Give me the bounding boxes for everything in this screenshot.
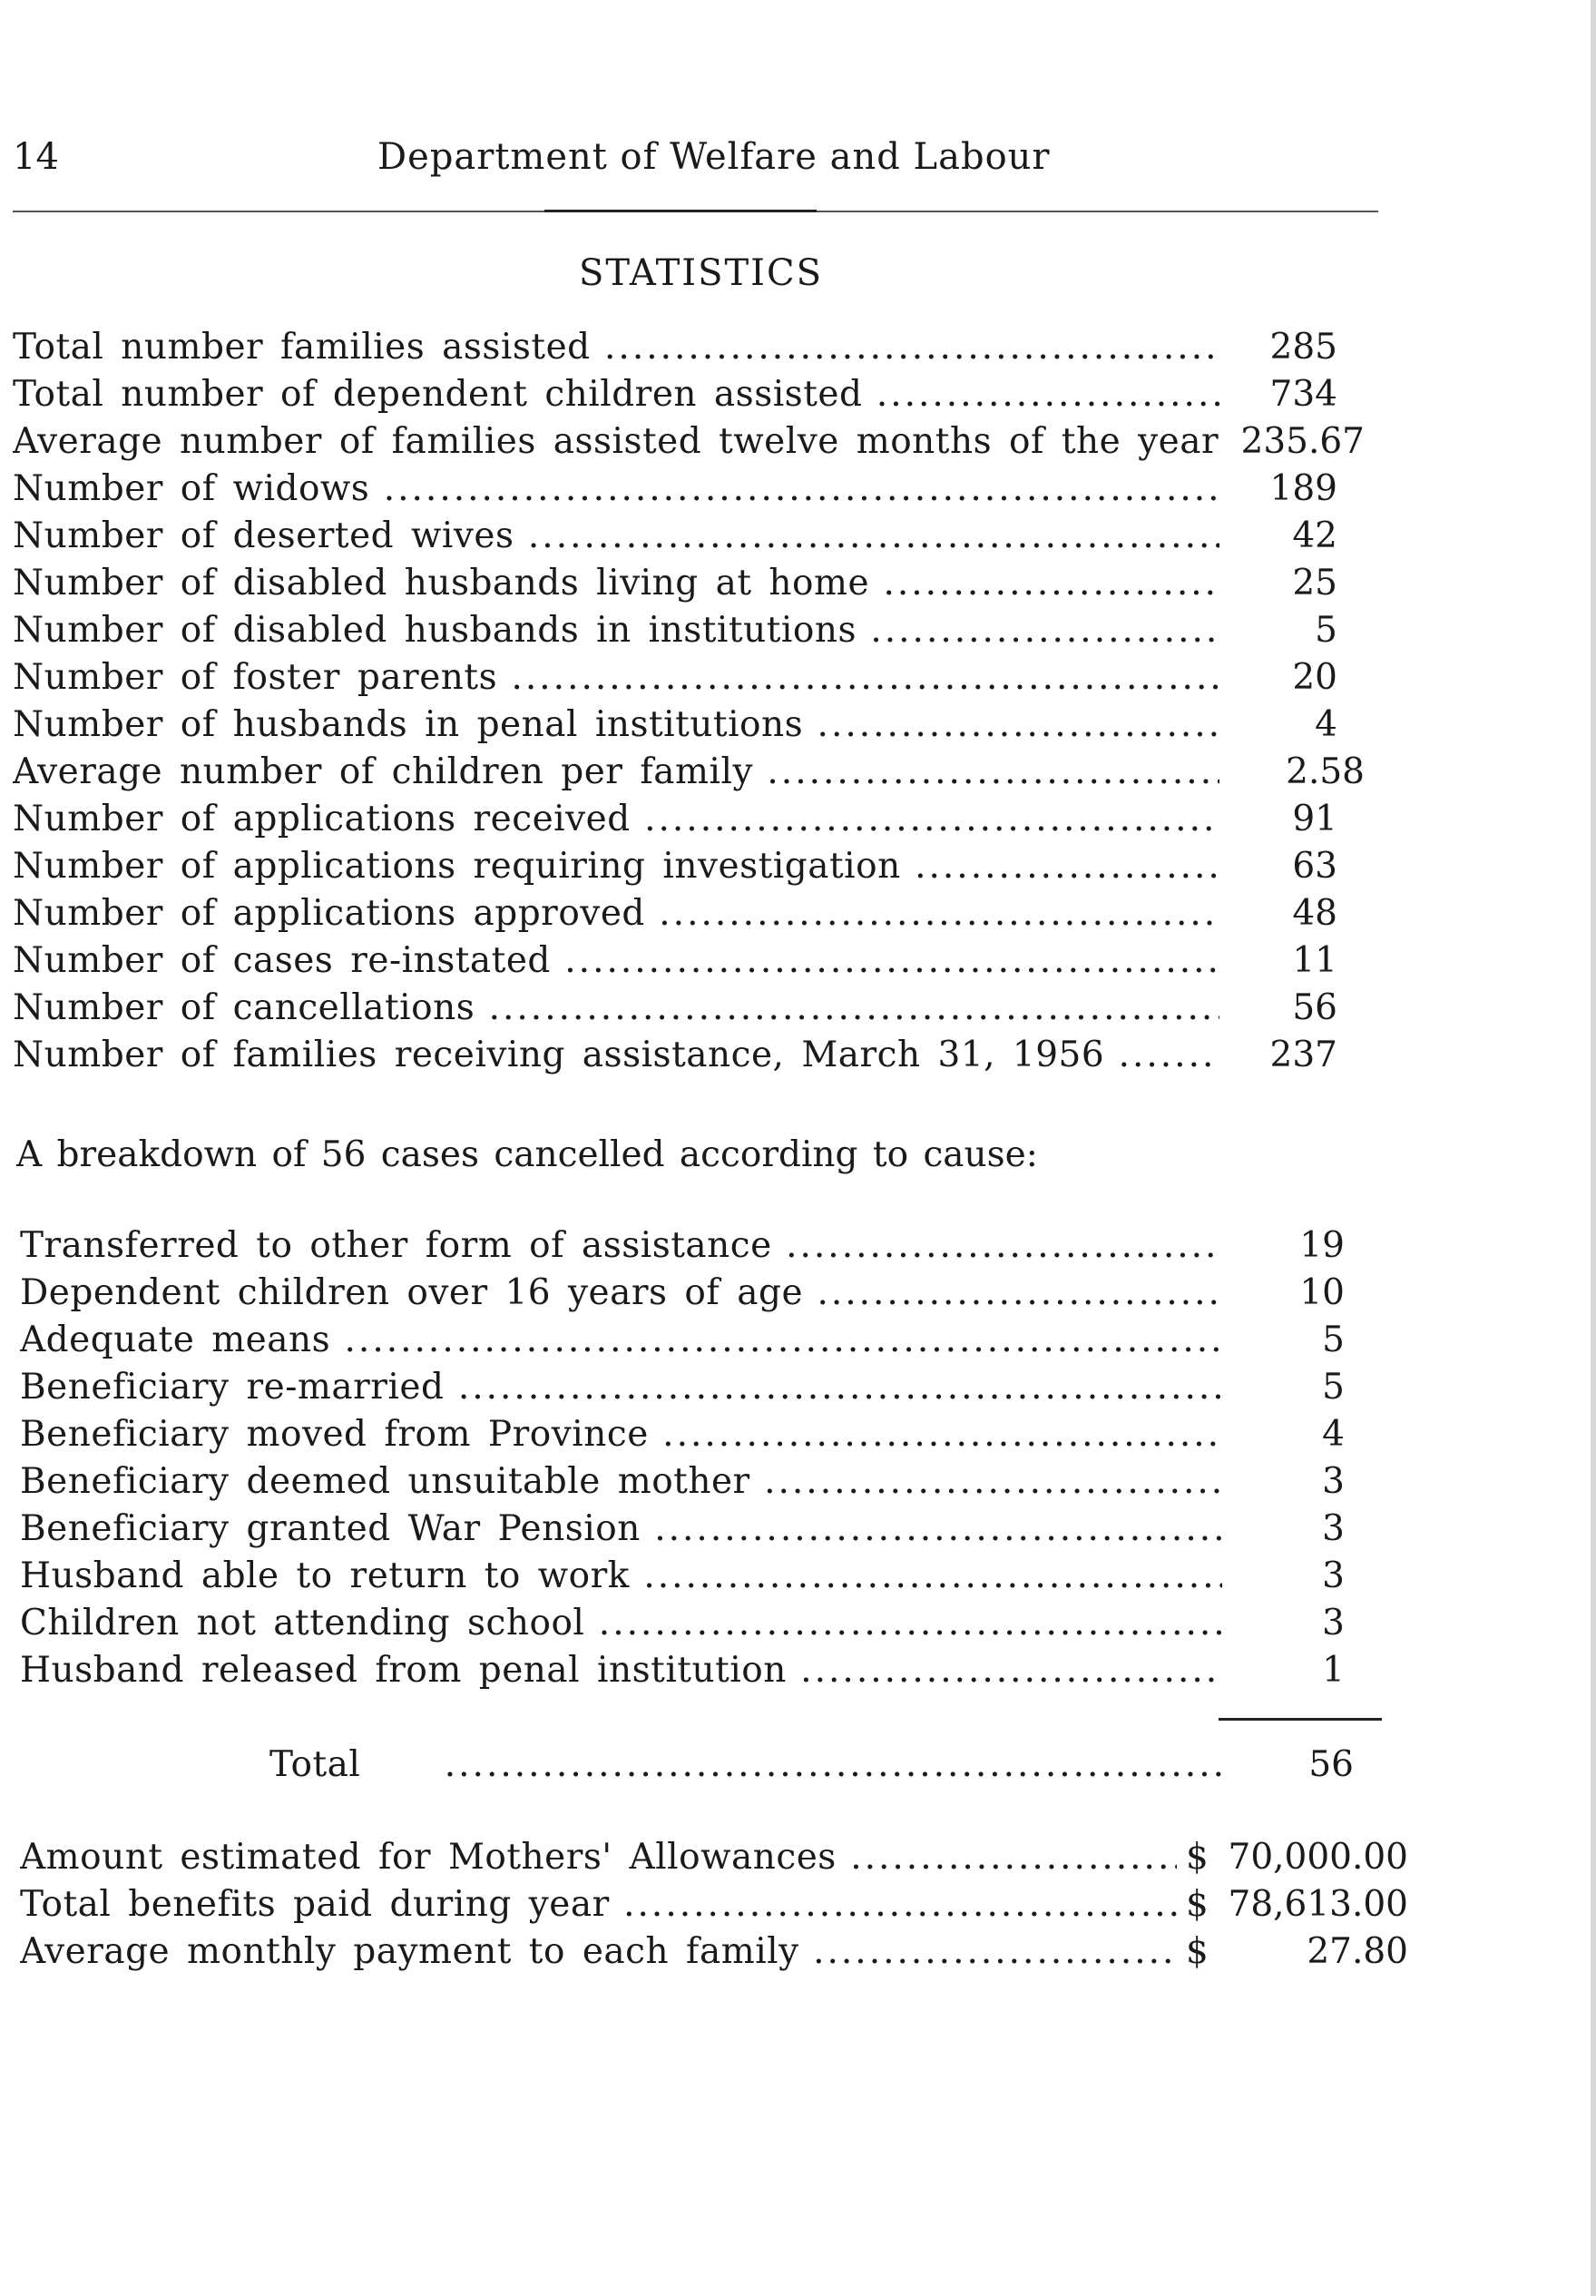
breakdown-intro: A breakdown of 56 cases cancelled according to cause: xyxy=(16,1134,1038,1175)
stat-label: Number of disabled husbands in institutions ..... xyxy=(13,610,1219,651)
stat-row xyxy=(13,515,1401,563)
financial-value: 78,613.00 xyxy=(1228,1884,1408,1925)
total-label: Total ..... xyxy=(269,1744,1222,1785)
total-row xyxy=(20,1744,1408,1791)
currency-symbol: $ xyxy=(1186,1884,1209,1925)
cancellation-causes-list xyxy=(20,1225,1408,1697)
stat-row xyxy=(13,940,1401,987)
stat-value: 20 xyxy=(1292,657,1337,698)
stat-value: 63 xyxy=(1292,846,1337,887)
stat-row xyxy=(13,610,1401,657)
stat-value: 285 xyxy=(1269,327,1337,368)
cause-label: Beneficiary deemed unsuitable mother ..... xyxy=(20,1461,1222,1502)
stat-value: 91 xyxy=(1292,799,1337,839)
cause-row xyxy=(20,1650,1408,1697)
header-rule-accent xyxy=(544,210,817,212)
stat-value: 5 xyxy=(1315,610,1337,651)
stat-label: Number of deserted wives ..... xyxy=(13,515,1219,556)
cause-value: 3 xyxy=(1322,1603,1345,1644)
stat-label: Number of cancellations ..... xyxy=(13,987,1219,1028)
page-edge-shadow xyxy=(1591,0,1596,2296)
total-rule xyxy=(1219,1718,1382,1721)
stat-label: Average number of families assisted twelve months of the year ..... xyxy=(13,421,1219,462)
currency-symbol: $ xyxy=(1186,1837,1209,1878)
stat-row xyxy=(13,1035,1401,1082)
stat-value: 189 xyxy=(1269,468,1337,509)
running-header xyxy=(13,136,1383,191)
cause-value: 3 xyxy=(1322,1555,1345,1596)
cause-row xyxy=(20,1367,1408,1414)
stat-value: 237 xyxy=(1269,1035,1337,1075)
stat-value: 235.67 xyxy=(1240,421,1365,462)
stat-label: Number of cases re-instated ..... xyxy=(13,940,1219,981)
stat-label: Number of husbands in penal institutions ..... xyxy=(13,704,1219,745)
stat-row xyxy=(13,799,1401,846)
cause-row xyxy=(20,1555,1408,1603)
financial-row xyxy=(20,1884,1408,1931)
stat-value: 4 xyxy=(1315,704,1337,745)
stat-row xyxy=(13,846,1401,893)
financial-value: 70,000.00 xyxy=(1228,1837,1408,1878)
stat-label: Number of families receiving assistance, March 31, 1956 ..... xyxy=(13,1035,1219,1075)
financial-label: Amount estimated for Mothers' Allowances ..... xyxy=(20,1837,1177,1878)
stat-value: 11 xyxy=(1292,940,1337,981)
cause-label: Beneficiary moved from Province ..... xyxy=(20,1414,1222,1455)
stat-label: Number of widows ..... xyxy=(13,468,1219,509)
stat-value: 25 xyxy=(1292,563,1337,603)
stat-value: 734 xyxy=(1269,374,1337,415)
cause-row xyxy=(20,1272,1408,1320)
total-value: 56 xyxy=(1308,1744,1354,1785)
stat-label: Number of applications received ..... xyxy=(13,799,1219,839)
cause-label: Husband released from penal institution ..... xyxy=(20,1650,1222,1691)
currency-symbol: $ xyxy=(1186,1931,1209,1972)
stat-row xyxy=(13,563,1401,610)
department-title: Department of Welfare and Labour xyxy=(377,136,1051,178)
stat-row xyxy=(13,421,1401,468)
stat-label: Total number families assisted ..... xyxy=(13,327,1219,368)
cause-value: 5 xyxy=(1322,1367,1345,1408)
cause-value: 19 xyxy=(1299,1225,1345,1266)
stat-row xyxy=(13,327,1401,374)
cause-label: Dependent children over 16 years of age ..... xyxy=(20,1272,1222,1313)
cause-row xyxy=(20,1461,1408,1508)
cause-label: Adequate means ..... xyxy=(20,1320,1222,1360)
stat-row xyxy=(13,657,1401,704)
section-title: STATISTICS xyxy=(579,252,823,294)
stat-label: Total number of dependent children assisted ..... xyxy=(13,374,1219,415)
stat-row xyxy=(13,704,1401,751)
cause-label: Beneficiary granted War Pension ..... xyxy=(20,1508,1222,1549)
stat-row xyxy=(13,468,1401,515)
stat-label: Number of applications approved ..... xyxy=(13,893,1219,934)
cause-value: 1 xyxy=(1322,1650,1345,1691)
cause-value: 3 xyxy=(1322,1461,1345,1502)
stat-value: 48 xyxy=(1292,893,1337,934)
financial-label: Average monthly payment to each family ..... xyxy=(20,1931,1177,1972)
financial-row xyxy=(20,1837,1408,1884)
stat-value: 42 xyxy=(1292,515,1337,556)
stat-row xyxy=(13,987,1401,1035)
stat-value: 56 xyxy=(1292,987,1337,1028)
cause-value: 3 xyxy=(1322,1508,1345,1549)
cause-value: 4 xyxy=(1322,1414,1345,1455)
stat-label: Number of applications requiring investigation ..... xyxy=(13,846,1219,887)
cause-label: Husband able to return to work ..... xyxy=(20,1555,1222,1596)
stat-label: Average number of children per family ..... xyxy=(13,751,1219,792)
financial-row xyxy=(20,1931,1408,1978)
cause-value: 10 xyxy=(1299,1272,1345,1313)
financial-value: 27.80 xyxy=(1307,1931,1408,1972)
stat-row xyxy=(13,893,1401,940)
cause-row xyxy=(20,1225,1408,1272)
financial-summary xyxy=(20,1837,1408,1978)
cause-label: Transferred to other form of assistance ..... xyxy=(20,1225,1222,1266)
cause-row xyxy=(20,1320,1408,1367)
stat-label: Number of disabled husbands living at home ..... xyxy=(13,563,1219,603)
stat-row xyxy=(13,374,1401,421)
statistics-list xyxy=(13,327,1401,1082)
cause-row xyxy=(20,1603,1408,1650)
financial-label: Total benefits paid during year ..... xyxy=(20,1884,1177,1925)
cause-label: Beneficiary re-married ..... xyxy=(20,1367,1222,1408)
page-number: 14 xyxy=(13,136,59,178)
cause-row xyxy=(20,1414,1408,1461)
stat-value: 2.58 xyxy=(1286,751,1365,792)
cause-label: Children not attending school ..... xyxy=(20,1603,1222,1644)
stat-row xyxy=(13,751,1401,799)
cause-value: 5 xyxy=(1322,1320,1345,1360)
stat-label: Number of foster parents ..... xyxy=(13,657,1219,698)
cause-row xyxy=(20,1508,1408,1555)
